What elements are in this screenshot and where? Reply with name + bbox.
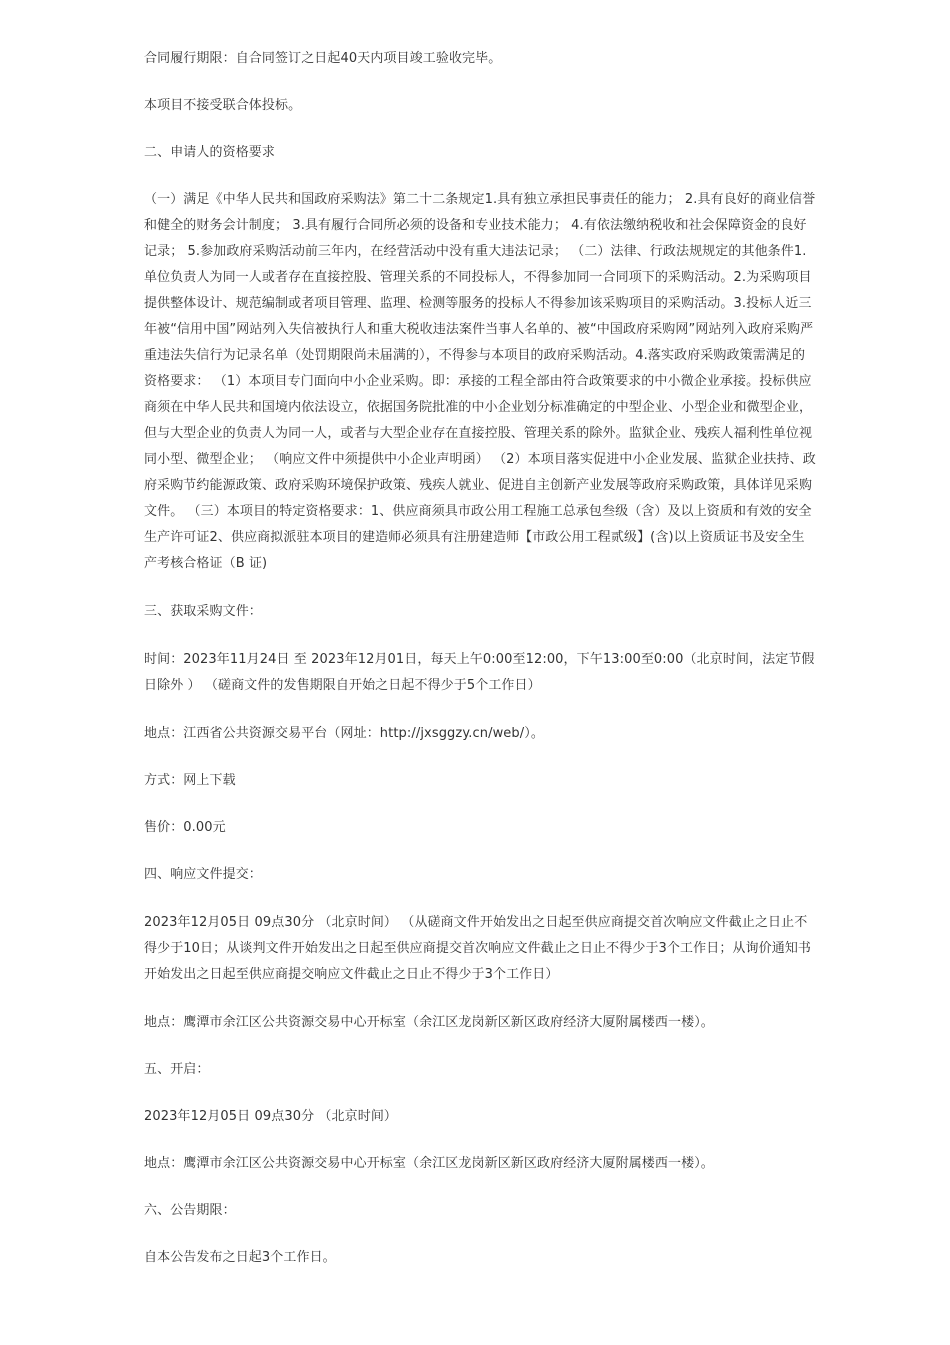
no-consortium-text: 本项目不接受联合体投标。 <box>144 98 302 113</box>
opening-location-text: 地点：鹰潭市余江区公共资源交易中心开标室（余江区龙岗新区新区政府经济大厦附属楼西一楼）。 <box>144 1156 714 1171</box>
obtain-price-text: 售价：0.00元 <box>144 820 226 835</box>
section-heading-qualifications: 二、申请人的资格要求 <box>144 145 276 160</box>
obtain-location-text: 地点：江西省公共资源交易平台（网址：http://jxsggzy.cn/web/）。 <box>144 726 544 741</box>
section-heading-obtain-documents: 三、获取采购文件： <box>144 604 262 619</box>
opening-time-text: 2023年12月05日 09点30分 （北京时间） <box>144 1109 398 1124</box>
submission-time-text: 2023年12月05日 09点30分 （北京时间） （从磋商文件开始发出之日起至供应商提交首次响应文件截止之日止不得少于10日；从谈判文件开始发出之日起至供应商提交首次响应文件截止之日止不得少于3个工作日；从询价通知书开始发出之日起至供应商提交响应文件截止之日止不得少于3个工作日） <box>144 915 812 982</box>
announcement-document <box>144 46 816 1271</box>
qualification-requirements-text: （一）满足《中华人民共和国政府采购法》第二十二条规定1.具有独立承担民事责任的能力； 2.具有良好的商业信誉和健全的财务会计制度； 3.具有履行合同所必须的设备和专业技术能力； 4.有依法缴纳税收和社会保障资金的良好记录； 5.参加政府采购活动前三年内，在经营活动中没有重大违法记录； （二）法律、行政法规规定的其他条件1.单位负责人为同一人或者存在直接控股、管理关系的不同投标人，不得参加同一合同项下的采购活动。2.为采购项目提供整体设计、规范编制或者项目管理、监理、检测等服务的投标人不得参加该采购项目的采购活动。3.投标人近三年被“信用中国”网站列入失信被执行人和重大税收违法案件当事人名单的、被“中国政府采购网”网站列入政府采购严重违法失信行为记录名单（处罚期限尚未届满的），不得参与本项目的政府采购活动。4.落实政府采购政策需满足的资格要求： （1）本项目专门面向中小企业采购。即：承接的工程全部由符合政策要求的中小微企业承接。投标供应商须在中华人民共和国境内依法设立，依据国务院批准的中小企业划分标准确定的中型企业、小型企业和微型企业，但与大型企业的负责人为同一人，或者与大型企业存在直接控股、管理关系的除外。监狱企业、残疾人福利性单位视同小型、微型企业； （响应文件中须提供中小企业声明函） （2）本项目落实促进中小企业发展、监狱企业扶持、政府采购节约能源政策、政府采购环境保护政策、残疾人就业、促进自主创新产业发展等政府采购政策，具体详见采购文件。 （三）本项目的特定资格要求：1、供应商须具市政公用工程施工总承包叁级（含）及以上资质和有效的安全生产许可证2、供应商拟派驻本项目的建造师必须具有注册建造师【市政公用工程贰级】(含)以上资质证书及安全生产考核合格证（B 证) <box>144 192 816 571</box>
submission-location-text: 地点：鹰潭市余江区公共资源交易中心开标室（余江区龙岗新区新区政府经济大厦附属楼西一楼）。 <box>144 1015 714 1030</box>
section-heading-submission: 四、响应文件提交： <box>144 867 262 882</box>
obtain-method-text: 方式：网上下载 <box>144 773 236 788</box>
section-heading-opening: 五、开启： <box>144 1062 210 1077</box>
section-heading-announcement-period: 六、公告期限： <box>144 1203 236 1218</box>
obtain-time-text: 时间：2023年11月24日 至 2023年12月01日，每天上午0:00至12:00，下午13:00至0:00（北京时间，法定节假日除外 ） （磋商文件的发售期限自开始之日起不得少于5个工作日） <box>144 652 815 693</box>
contract-period-text: 合同履行期限：自合同签订之日起40天内项目竣工验收完毕。 <box>144 51 502 66</box>
announcement-period-text: 自本公告发布之日起3个工作日。 <box>144 1250 336 1265</box>
